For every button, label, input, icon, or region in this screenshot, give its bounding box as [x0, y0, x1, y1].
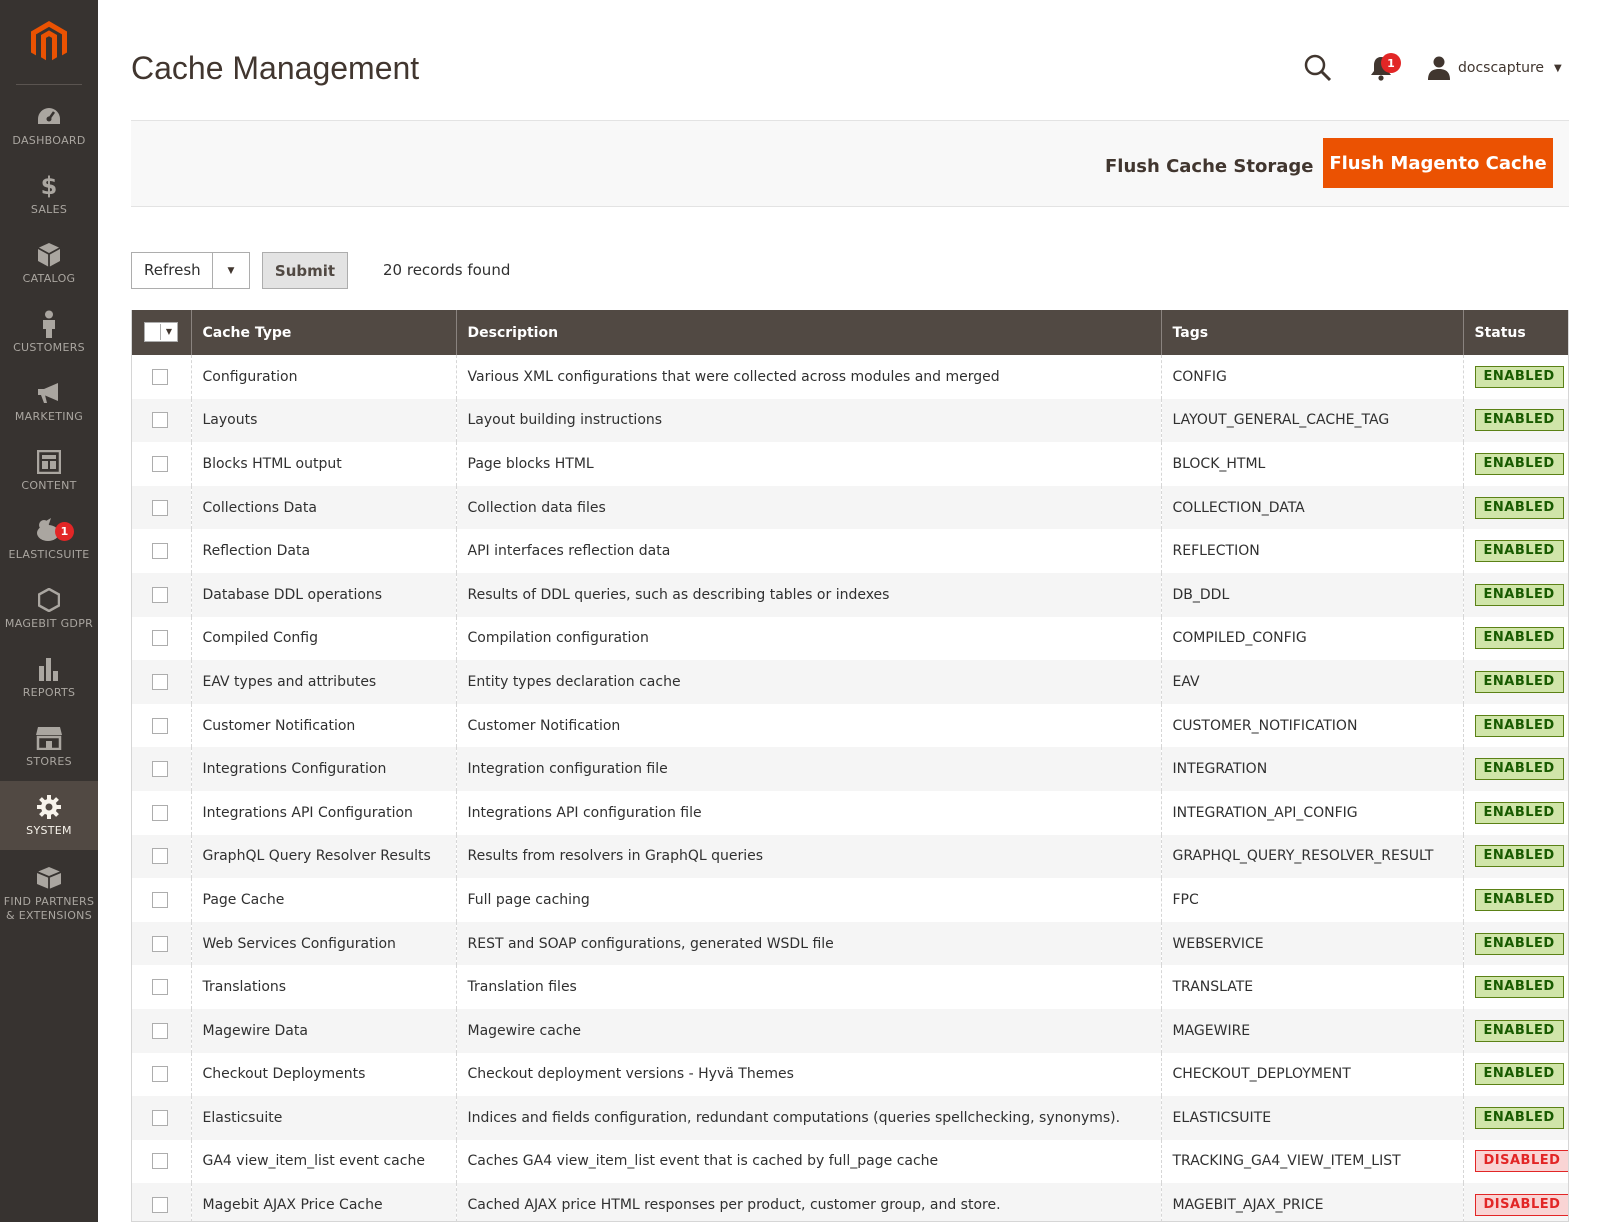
hexagon-icon [35, 587, 63, 613]
description-cell: Integration configuration file [456, 747, 1161, 791]
tags-cell: MAGEWIRE [1161, 1009, 1463, 1053]
status-badge: ENABLED [1475, 1063, 1564, 1085]
flush-cache-storage-button[interactable]: Flush Cache Storage [1095, 148, 1323, 184]
user-icon [1428, 56, 1450, 80]
column-header-status[interactable]: Status [1463, 310, 1569, 355]
tags-cell: COMPILED_CONFIG [1161, 617, 1463, 661]
description-cell: Various XML configurations that were collected across modules and merged [456, 355, 1161, 399]
page-title: Cache Management [131, 50, 420, 86]
table-row[interactable] [131, 1096, 1569, 1140]
description-cell: API interfaces reflection data [456, 529, 1161, 573]
description-cell: Magewire cache [456, 1009, 1161, 1053]
cache-type-cell: GraphQL Query Resolver Results [191, 835, 456, 879]
row-checkbox[interactable] [152, 805, 168, 821]
row-checkbox[interactable] [152, 761, 168, 777]
description-cell: Results from resolvers in GraphQL queries [456, 835, 1161, 879]
cache-type-cell: Database DDL operations [191, 573, 456, 617]
row-select-cell [131, 1053, 191, 1097]
table-row[interactable] [131, 486, 1569, 530]
cache-type-cell: Page Cache [191, 878, 456, 922]
description-cell: Integrations API configuration file [456, 791, 1161, 835]
tags-cell: INTEGRATION [1161, 747, 1463, 791]
chevron-down-icon: ▼ [1554, 62, 1562, 74]
chevron-down-icon: ▼ [212, 253, 249, 288]
status-cell [1463, 1183, 1569, 1222]
row-checkbox[interactable] [152, 630, 168, 646]
status-cell [1463, 747, 1569, 791]
massaction-select[interactable] [131, 252, 250, 289]
description-cell: Cached AJAX price HTML responses per product, customer group, and store. [456, 1183, 1161, 1222]
notification-badge: 1 [55, 522, 74, 541]
cache-type-cell: Reflection Data [191, 529, 456, 573]
chevron-down-icon: ▼ [165, 327, 173, 336]
status-cell [1463, 660, 1569, 704]
sidebar-item-customers[interactable] [0, 298, 98, 367]
table-row[interactable] [131, 660, 1569, 704]
status-cell [1463, 486, 1569, 530]
table-row[interactable] [131, 835, 1569, 879]
cache-type-cell: Configuration [191, 355, 456, 399]
row-select-cell [131, 442, 191, 486]
status-badge: ENABLED [1475, 802, 1564, 824]
admin-username: docscapture [1458, 60, 1545, 76]
status-cell [1463, 791, 1569, 835]
table-row[interactable] [131, 573, 1569, 617]
tags-cell: CHECKOUT_DEPLOYMENT [1161, 1053, 1463, 1097]
table-row[interactable] [131, 399, 1569, 443]
cache-type-cell: Web Services Configuration [191, 922, 456, 966]
status-cell [1463, 355, 1569, 399]
sidebar-item-stores[interactable] [0, 712, 98, 781]
row-select-cell [131, 965, 191, 1009]
tags-cell: GRAPHQL_QUERY_RESOLVER_RESULT [1161, 835, 1463, 879]
sidebar-item-system[interactable] [0, 781, 98, 850]
status-cell [1463, 1053, 1569, 1097]
box-icon [35, 242, 63, 268]
status-cell [1463, 1009, 1569, 1053]
status-cell [1463, 1140, 1569, 1184]
description-cell: Translation files [456, 965, 1161, 1009]
tags-cell: LAYOUT_GENERAL_CACHE_TAG [1161, 399, 1463, 443]
grid-body [131, 355, 1569, 1222]
description-cell: Results of DDL queries, such as describing tables or indexes [456, 573, 1161, 617]
cache-type-cell: Integrations API Configuration [191, 791, 456, 835]
row-checkbox[interactable] [152, 936, 168, 952]
row-checkbox[interactable] [152, 718, 168, 734]
status-cell [1463, 835, 1569, 879]
sidebar-item-catalog[interactable] [0, 229, 98, 298]
cache-type-cell: GA4 view_item_list event cache [191, 1140, 456, 1184]
sidebar-item-label: SALES [30, 202, 68, 216]
status-badge: DISABLED [1475, 1150, 1570, 1172]
description-cell: Full page caching [456, 878, 1161, 922]
sidebar-item-reports[interactable] [0, 643, 98, 712]
cache-type-cell: Collections Data [191, 486, 456, 530]
status-cell [1463, 878, 1569, 922]
sidebar-item-magebit-gdpr[interactable] [0, 574, 98, 643]
cache-type-cell: Translations [191, 965, 456, 1009]
cache-type-cell: Magebit AJAX Price Cache [191, 1183, 456, 1222]
cache-type-cell: EAV types and attributes [191, 660, 456, 704]
status-badge: ENABLED [1475, 540, 1564, 562]
status-cell [1463, 442, 1569, 486]
row-select-cell [131, 355, 191, 399]
cache-type-cell: Compiled Config [191, 617, 456, 661]
row-checkbox[interactable] [152, 1066, 168, 1082]
magento-logo[interactable] [0, 0, 98, 84]
table-row[interactable] [131, 791, 1569, 835]
description-cell: REST and SOAP configurations, generated WSDL file [456, 922, 1161, 966]
row-select-cell [131, 922, 191, 966]
flush-magento-cache-button[interactable]: Flush Magento Cache [1323, 138, 1553, 188]
partners-box-icon [35, 865, 63, 891]
records-count: 20 records found [383, 261, 511, 279]
row-select-cell [131, 1183, 191, 1222]
description-cell: Compilation configuration [456, 617, 1161, 661]
table-row[interactable] [131, 878, 1569, 922]
tags-cell: ELASTICSUITE [1161, 1096, 1463, 1140]
status-badge: ENABLED [1475, 671, 1564, 693]
sidebar-item-marketing[interactable] [0, 367, 98, 436]
description-cell: Collection data files [456, 486, 1161, 530]
megaphone-icon [35, 380, 63, 406]
status-cell [1463, 965, 1569, 1009]
sidebar-item-label: CONTENT [21, 478, 77, 492]
table-row[interactable] [131, 617, 1569, 661]
layout-icon [35, 449, 63, 475]
tags-cell: COLLECTION_DATA [1161, 486, 1463, 530]
status-cell [1463, 573, 1569, 617]
row-select-cell [131, 486, 191, 530]
column-header-cache-type[interactable]: Cache Type [191, 310, 456, 355]
status-cell [1463, 704, 1569, 748]
status-badge: ENABLED [1475, 1107, 1564, 1129]
row-checkbox[interactable] [152, 1153, 168, 1169]
row-checkbox[interactable] [152, 979, 168, 995]
tags-cell: FPC [1161, 878, 1463, 922]
row-select-cell [131, 660, 191, 704]
cache-type-cell: Magewire Data [191, 1009, 456, 1053]
table-row[interactable] [131, 442, 1569, 486]
sidebar-item-label: CATALOG [22, 271, 76, 285]
row-select-cell [131, 529, 191, 573]
status-badge: ENABLED [1475, 715, 1564, 737]
bar-chart-icon [35, 656, 63, 682]
row-select-cell [131, 399, 191, 443]
status-badge: ENABLED [1475, 453, 1564, 475]
status-badge: ENABLED [1475, 758, 1564, 780]
row-checkbox[interactable] [152, 369, 168, 385]
sidebar-item-label: MAGEBIT GDPR [4, 616, 94, 630]
table-row[interactable] [131, 1183, 1569, 1222]
status-badge: ENABLED [1475, 845, 1564, 867]
sidebar-item-label: CUSTOMERS [13, 340, 85, 354]
cache-type-cell: Integrations Configuration [191, 747, 456, 791]
tags-cell: MAGEBIT_AJAX_PRICE [1161, 1183, 1463, 1222]
tags-cell: REFLECTION [1161, 529, 1463, 573]
row-checkbox[interactable] [152, 1110, 168, 1126]
tags-cell: EAV [1161, 660, 1463, 704]
tags-cell: CONFIG [1161, 355, 1463, 399]
table-row[interactable] [131, 922, 1569, 966]
row-select-cell [131, 573, 191, 617]
dollar-icon: $ [40, 171, 58, 200]
massaction-selected-value: Refresh [144, 261, 201, 279]
tags-cell: INTEGRATION_API_CONFIG [1161, 791, 1463, 835]
sidebar-item-label: SYSTEM [26, 823, 72, 837]
sidebar-item-label: ELASTICSUITE [8, 547, 90, 561]
dashboard-icon [35, 104, 63, 130]
row-checkbox[interactable] [152, 848, 168, 864]
description-cell: Page blocks HTML [456, 442, 1161, 486]
row-checkbox[interactable] [152, 1197, 168, 1213]
description-cell: Customer Notification [456, 704, 1161, 748]
logo-divider [16, 84, 82, 85]
table-row[interactable] [131, 355, 1569, 399]
cache-type-cell: Blocks HTML output [191, 442, 456, 486]
row-select-cell [131, 617, 191, 661]
tags-cell: BLOCK_HTML [1161, 442, 1463, 486]
tags-cell: CUSTOMER_NOTIFICATION [1161, 704, 1463, 748]
row-select-cell [131, 835, 191, 879]
row-checkbox[interactable] [152, 1023, 168, 1039]
sidebar-item-label: REPORTS [22, 685, 76, 699]
cache-type-cell: Layouts [191, 399, 456, 443]
sidebar-item-sales[interactable] [0, 160, 98, 229]
row-select-cell [131, 791, 191, 835]
status-badge: ENABLED [1475, 497, 1564, 519]
cache-type-cell: Elasticsuite [191, 1096, 456, 1140]
sidebar-item-label: MARKETING [14, 409, 84, 423]
sidebar-item-label: DASHBOARD [12, 133, 86, 147]
status-badge: ENABLED [1475, 366, 1564, 388]
status-cell [1463, 1096, 1569, 1140]
sidebar-item-elasticsuite[interactable] [0, 505, 98, 574]
status-badge: ENABLED [1475, 409, 1564, 431]
table-row[interactable] [131, 529, 1569, 573]
status-badge: ENABLED [1475, 1020, 1564, 1042]
row-checkbox[interactable] [152, 412, 168, 428]
description-cell: Caches GA4 view_item_list event that is cached by full_page cache [456, 1140, 1161, 1184]
sidebar-item-label: STORES [26, 754, 72, 768]
table-row[interactable] [131, 965, 1569, 1009]
sidebar-item-label: FIND PARTNERS & EXTENSIONS [3, 895, 95, 922]
cache-type-cell: Checkout Deployments [191, 1053, 456, 1097]
status-cell [1463, 922, 1569, 966]
global-search-button[interactable] [1303, 53, 1333, 83]
row-checkbox[interactable] [152, 587, 168, 603]
table-row[interactable] [131, 1140, 1569, 1184]
notification-count-badge: 1 [1381, 53, 1401, 73]
sidebar-item-content[interactable] [0, 436, 98, 505]
table-row[interactable] [131, 1053, 1569, 1097]
sidebar-item-find-partners[interactable] [0, 855, 98, 933]
tags-cell: DB_DDL [1161, 573, 1463, 617]
search-icon [1303, 53, 1333, 83]
checkbox-box [145, 324, 161, 340]
tags-cell: WEBSERVICE [1161, 922, 1463, 966]
row-select-cell [131, 1096, 191, 1140]
admin-sidebar [0, 0, 98, 1222]
description-cell: Checkout deployment versions - Hyvä Themes [456, 1053, 1161, 1097]
status-badge: ENABLED [1475, 976, 1564, 998]
magento-logo-icon [31, 21, 67, 63]
row-select-cell [131, 878, 191, 922]
row-select-cell [131, 1009, 191, 1053]
description-cell: Layout building instructions [456, 399, 1161, 443]
admin-user-menu[interactable] [1428, 53, 1562, 83]
description-cell: Entity types declaration cache [456, 660, 1161, 704]
row-select-cell [131, 704, 191, 748]
grid-header-row [131, 310, 1569, 355]
store-icon [35, 725, 63, 751]
status-cell [1463, 399, 1569, 443]
tags-cell: TRACKING_GA4_VIEW_ITEM_LIST [1161, 1140, 1463, 1184]
sidebar-item-dashboard[interactable] [0, 91, 98, 160]
status-cell [1463, 617, 1569, 661]
row-select-cell [131, 1140, 191, 1184]
tags-cell: TRANSLATE [1161, 965, 1463, 1009]
status-badge: ENABLED [1475, 889, 1564, 911]
status-badge: DISABLED [1475, 1194, 1570, 1216]
status-badge: ENABLED [1475, 584, 1564, 606]
row-select-cell [131, 747, 191, 791]
column-header-description[interactable]: Description [456, 310, 1161, 355]
description-cell: Indices and fields configuration, redundant computations (queries spellchecking, synonyms). [456, 1096, 1161, 1140]
elasticsuite-icon [35, 518, 69, 544]
cache-types-grid [131, 310, 1569, 1222]
row-checkbox[interactable] [152, 674, 168, 690]
table-row[interactable] [131, 1009, 1569, 1053]
mass-select-checkbox[interactable] [144, 322, 178, 342]
cache-type-cell: Customer Notification [191, 704, 456, 748]
row-checkbox[interactable] [152, 500, 168, 516]
header-select-column [131, 310, 191, 355]
massaction-submit-button[interactable]: Submit [262, 252, 348, 289]
gear-icon [35, 794, 63, 820]
status-badge: ENABLED [1475, 933, 1564, 955]
row-checkbox[interactable] [152, 543, 168, 559]
table-row[interactable] [131, 704, 1569, 748]
table-row[interactable] [131, 747, 1569, 791]
row-checkbox[interactable] [152, 456, 168, 472]
status-cell [1463, 529, 1569, 573]
person-icon [35, 311, 63, 337]
status-badge: ENABLED [1475, 627, 1564, 649]
row-checkbox[interactable] [152, 892, 168, 908]
column-header-tags[interactable]: Tags [1161, 310, 1463, 355]
